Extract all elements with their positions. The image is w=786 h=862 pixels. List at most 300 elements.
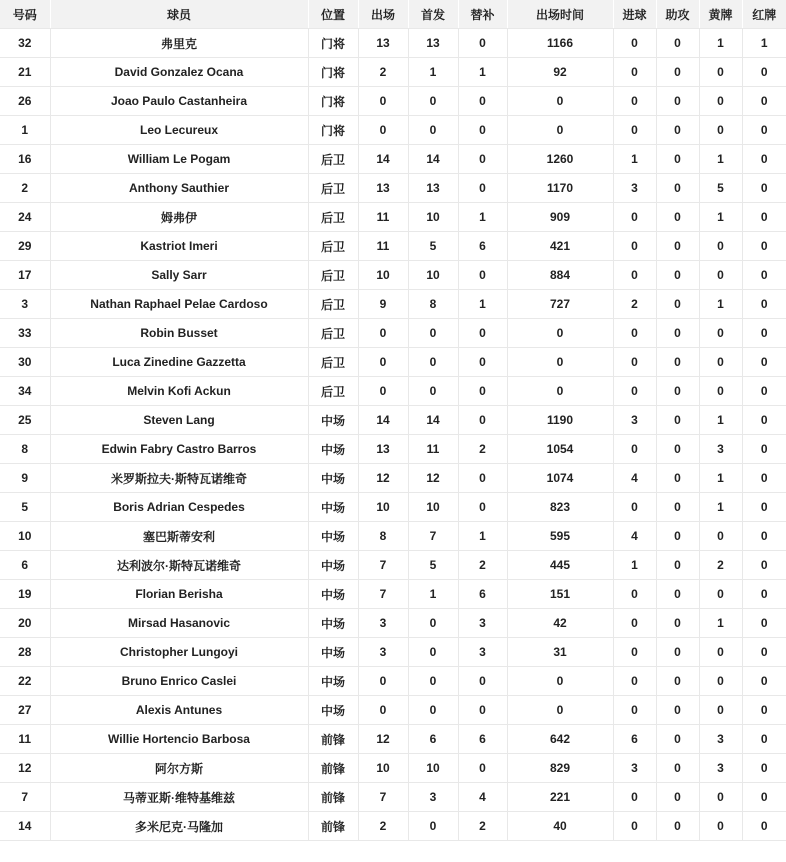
cell-starts: 0 [408,116,458,145]
cell-appearances: 12 [358,464,408,493]
table-row [0,580,786,609]
cell-goals: 0 [613,580,656,609]
cell-appearances: 7 [358,783,408,812]
table-row [0,58,786,87]
column-header-appearances: 出场 [358,0,408,29]
cell-substitute: 4 [458,783,507,812]
cell-position: 前锋 [308,725,358,754]
cell-goals: 0 [613,261,656,290]
cell-number: 1 [0,116,50,145]
cell-goals: 0 [613,87,656,116]
cell-position: 前锋 [308,783,358,812]
cell-player: Kastriot Imeri [50,232,308,261]
cell-player: Florian Berisha [50,580,308,609]
cell-red-cards: 0 [742,377,786,406]
cell-substitute: 1 [458,290,507,319]
cell-number: 29 [0,232,50,261]
column-header-substitute: 替补 [458,0,507,29]
cell-minutes: 829 [507,754,613,783]
cell-starts: 0 [408,667,458,696]
cell-position: 中场 [308,580,358,609]
cell-assists: 0 [656,609,699,638]
cell-assists: 0 [656,667,699,696]
cell-starts: 7 [408,522,458,551]
column-header-minutes: 出场时间 [507,0,613,29]
cell-player: Luca Zinedine Gazzetta [50,348,308,377]
cell-position: 门将 [308,87,358,116]
cell-number: 28 [0,638,50,667]
cell-position: 中场 [308,638,358,667]
cell-red-cards: 0 [742,232,786,261]
cell-position: 门将 [308,29,358,58]
cell-number: 32 [0,29,50,58]
cell-assists: 0 [656,754,699,783]
cell-assists: 0 [656,638,699,667]
table-row [0,812,786,841]
column-header-goals: 进球 [613,0,656,29]
cell-red-cards: 0 [742,696,786,725]
cell-assists: 0 [656,145,699,174]
cell-goals: 0 [613,493,656,522]
cell-player: Joao Paulo Castanheira [50,87,308,116]
cell-goals: 0 [613,435,656,464]
cell-red-cards: 1 [742,29,786,58]
cell-player: Mirsad Hasanovic [50,609,308,638]
table-row [0,116,786,145]
cell-yellow-cards: 1 [699,609,742,638]
cell-yellow-cards: 2 [699,551,742,580]
cell-goals: 0 [613,232,656,261]
cell-number: 16 [0,145,50,174]
table-row [0,609,786,638]
cell-red-cards: 0 [742,754,786,783]
cell-goals: 0 [613,116,656,145]
cell-starts: 10 [408,261,458,290]
cell-appearances: 7 [358,551,408,580]
cell-goals: 0 [613,667,656,696]
cell-minutes: 884 [507,261,613,290]
cell-player: 马蒂亚斯·维特基维兹 [50,783,308,812]
table-row [0,145,786,174]
cell-position: 中场 [308,551,358,580]
cell-player: Steven Lang [50,406,308,435]
cell-goals: 3 [613,174,656,203]
cell-appearances: 8 [358,522,408,551]
cell-yellow-cards: 0 [699,58,742,87]
cell-minutes: 0 [507,87,613,116]
cell-yellow-cards: 0 [699,377,742,406]
table-row [0,29,786,58]
cell-red-cards: 0 [742,319,786,348]
cell-minutes: 221 [507,783,613,812]
cell-red-cards: 0 [742,261,786,290]
cell-starts: 1 [408,580,458,609]
cell-minutes: 727 [507,290,613,319]
cell-minutes: 642 [507,725,613,754]
cell-minutes: 40 [507,812,613,841]
cell-appearances: 0 [358,116,408,145]
cell-appearances: 0 [358,696,408,725]
cell-red-cards: 0 [742,348,786,377]
cell-yellow-cards: 3 [699,725,742,754]
cell-substitute: 0 [458,406,507,435]
cell-minutes: 0 [507,348,613,377]
cell-assists: 0 [656,464,699,493]
cell-position: 后卫 [308,261,358,290]
cell-goals: 3 [613,754,656,783]
table-row [0,638,786,667]
cell-red-cards: 0 [742,812,786,841]
cell-yellow-cards: 0 [699,667,742,696]
cell-yellow-cards: 0 [699,348,742,377]
cell-position: 后卫 [308,174,358,203]
cell-minutes: 0 [507,667,613,696]
cell-yellow-cards: 1 [699,203,742,232]
cell-goals: 0 [613,29,656,58]
cell-yellow-cards: 3 [699,754,742,783]
cell-minutes: 0 [507,377,613,406]
cell-starts: 8 [408,290,458,319]
cell-appearances: 10 [358,754,408,783]
cell-assists: 0 [656,522,699,551]
cell-starts: 5 [408,232,458,261]
cell-starts: 10 [408,493,458,522]
cell-red-cards: 0 [742,522,786,551]
cell-minutes: 909 [507,203,613,232]
cell-substitute: 3 [458,638,507,667]
cell-red-cards: 0 [742,145,786,174]
cell-red-cards: 0 [742,783,786,812]
cell-number: 33 [0,319,50,348]
cell-starts: 5 [408,551,458,580]
cell-goals: 0 [613,609,656,638]
cell-appearances: 9 [358,290,408,319]
cell-appearances: 0 [358,319,408,348]
cell-starts: 1 [408,58,458,87]
cell-goals: 6 [613,725,656,754]
table-row [0,783,786,812]
cell-position: 后卫 [308,290,358,319]
cell-starts: 13 [408,174,458,203]
cell-substitute: 6 [458,725,507,754]
cell-player: 多米尼克·马隆加 [50,812,308,841]
cell-yellow-cards: 0 [699,812,742,841]
cell-appearances: 11 [358,203,408,232]
cell-minutes: 0 [507,116,613,145]
cell-yellow-cards: 0 [699,638,742,667]
cell-goals: 0 [613,377,656,406]
cell-number: 12 [0,754,50,783]
cell-number: 2 [0,174,50,203]
cell-minutes: 0 [507,696,613,725]
cell-appearances: 13 [358,435,408,464]
cell-starts: 0 [408,638,458,667]
cell-minutes: 31 [507,638,613,667]
cell-assists: 0 [656,551,699,580]
cell-starts: 11 [408,435,458,464]
cell-substitute: 0 [458,348,507,377]
cell-player: Christopher Lungoyi [50,638,308,667]
cell-substitute: 0 [458,377,507,406]
cell-number: 26 [0,87,50,116]
cell-position: 后卫 [308,145,358,174]
cell-number: 7 [0,783,50,812]
column-header-player: 球员 [50,0,308,29]
table-row [0,464,786,493]
cell-appearances: 13 [358,174,408,203]
cell-number: 9 [0,464,50,493]
cell-appearances: 11 [358,232,408,261]
cell-number: 8 [0,435,50,464]
cell-number: 3 [0,290,50,319]
cell-starts: 13 [408,29,458,58]
cell-assists: 0 [656,87,699,116]
cell-position: 中场 [308,464,358,493]
cell-red-cards: 0 [742,406,786,435]
cell-appearances: 12 [358,725,408,754]
table-row [0,290,786,319]
cell-player: Leo Lecureux [50,116,308,145]
cell-assists: 0 [656,435,699,464]
column-header-number: 号码 [0,0,50,29]
cell-player: 达利波尔·斯特瓦诺维奇 [50,551,308,580]
cell-position: 中场 [308,522,358,551]
cell-appearances: 14 [358,145,408,174]
cell-number: 14 [0,812,50,841]
cell-minutes: 1170 [507,174,613,203]
table-row [0,348,786,377]
cell-substitute: 0 [458,696,507,725]
cell-starts: 6 [408,725,458,754]
cell-substitute: 0 [458,29,507,58]
cell-red-cards: 0 [742,667,786,696]
cell-substitute: 1 [458,522,507,551]
cell-substitute: 0 [458,754,507,783]
cell-appearances: 0 [358,348,408,377]
cell-red-cards: 0 [742,580,786,609]
column-header-starts: 首发 [408,0,458,29]
table-row [0,406,786,435]
cell-assists: 0 [656,348,699,377]
cell-red-cards: 0 [742,290,786,319]
cell-appearances: 14 [358,406,408,435]
cell-yellow-cards: 1 [699,464,742,493]
cell-number: 21 [0,58,50,87]
cell-appearances: 10 [358,261,408,290]
cell-red-cards: 0 [742,116,786,145]
cell-position: 中场 [308,435,358,464]
cell-number: 10 [0,522,50,551]
cell-yellow-cards: 1 [699,493,742,522]
cell-substitute: 0 [458,493,507,522]
cell-appearances: 0 [358,87,408,116]
cell-starts: 14 [408,145,458,174]
cell-number: 34 [0,377,50,406]
cell-minutes: 92 [507,58,613,87]
column-header-assists: 助攻 [656,0,699,29]
cell-appearances: 0 [358,667,408,696]
cell-yellow-cards: 0 [699,696,742,725]
cell-player: Melvin Kofi Ackun [50,377,308,406]
cell-yellow-cards: 0 [699,116,742,145]
cell-assists: 0 [656,319,699,348]
cell-appearances: 3 [358,609,408,638]
cell-substitute: 0 [458,174,507,203]
cell-position: 前锋 [308,754,358,783]
cell-yellow-cards: 0 [699,580,742,609]
table-row [0,203,786,232]
cell-assists: 0 [656,725,699,754]
cell-assists: 0 [656,232,699,261]
cell-assists: 0 [656,406,699,435]
cell-substitute: 2 [458,435,507,464]
cell-goals: 0 [613,203,656,232]
cell-substitute: 0 [458,319,507,348]
table-row [0,493,786,522]
cell-starts: 0 [408,377,458,406]
cell-player: Willie Hortencio Barbosa [50,725,308,754]
column-header-yellow-cards: 黄牌 [699,0,742,29]
table-row [0,725,786,754]
cell-red-cards: 0 [742,638,786,667]
table-row [0,261,786,290]
table-row [0,551,786,580]
cell-assists: 0 [656,377,699,406]
cell-assists: 0 [656,261,699,290]
cell-yellow-cards: 3 [699,435,742,464]
cell-assists: 0 [656,58,699,87]
cell-number: 25 [0,406,50,435]
cell-number: 6 [0,551,50,580]
table-row [0,667,786,696]
cell-player: Edwin Fabry Castro Barros [50,435,308,464]
cell-player: 米罗斯拉夫·斯特瓦诺维奇 [50,464,308,493]
cell-number: 11 [0,725,50,754]
cell-minutes: 823 [507,493,613,522]
cell-assists: 0 [656,812,699,841]
cell-player: Boris Adrian Cespedes [50,493,308,522]
cell-number: 19 [0,580,50,609]
cell-minutes: 421 [507,232,613,261]
cell-position: 门将 [308,116,358,145]
table-row [0,754,786,783]
cell-assists: 0 [656,290,699,319]
cell-minutes: 151 [507,580,613,609]
cell-red-cards: 0 [742,435,786,464]
header-row [0,0,786,29]
cell-starts: 3 [408,783,458,812]
cell-player: 阿尔方斯 [50,754,308,783]
cell-goals: 0 [613,58,656,87]
cell-number: 17 [0,261,50,290]
cell-assists: 0 [656,493,699,522]
cell-starts: 10 [408,203,458,232]
cell-starts: 0 [408,609,458,638]
cell-goals: 0 [613,783,656,812]
cell-minutes: 1260 [507,145,613,174]
table-body [0,29,786,841]
cell-starts: 0 [408,696,458,725]
cell-appearances: 3 [358,638,408,667]
cell-starts: 0 [408,87,458,116]
cell-minutes: 445 [507,551,613,580]
table-row [0,377,786,406]
cell-red-cards: 0 [742,609,786,638]
cell-player: Nathan Raphael Pelae Cardoso [50,290,308,319]
table-row [0,232,786,261]
cell-yellow-cards: 0 [699,232,742,261]
table-row [0,696,786,725]
cell-yellow-cards: 0 [699,319,742,348]
cell-appearances: 7 [358,580,408,609]
cell-appearances: 2 [358,58,408,87]
cell-player: Alexis Antunes [50,696,308,725]
table-row [0,319,786,348]
cell-assists: 0 [656,783,699,812]
cell-minutes: 595 [507,522,613,551]
cell-goals: 4 [613,522,656,551]
cell-goals: 3 [613,406,656,435]
cell-starts: 0 [408,812,458,841]
cell-substitute: 0 [458,87,507,116]
cell-substitute: 2 [458,812,507,841]
cell-starts: 10 [408,754,458,783]
cell-substitute: 1 [458,58,507,87]
cell-position: 门将 [308,58,358,87]
cell-player: Bruno Enrico Caslei [50,667,308,696]
cell-red-cards: 0 [742,174,786,203]
table-row [0,435,786,464]
cell-goals: 0 [613,348,656,377]
cell-position: 中场 [308,609,358,638]
cell-player: 塞巴斯蒂安利 [50,522,308,551]
cell-position: 中场 [308,493,358,522]
cell-goals: 1 [613,551,656,580]
cell-red-cards: 0 [742,551,786,580]
cell-red-cards: 0 [742,58,786,87]
cell-assists: 0 [656,580,699,609]
cell-appearances: 10 [358,493,408,522]
cell-goals: 0 [613,319,656,348]
cell-substitute: 0 [458,667,507,696]
cell-assists: 0 [656,203,699,232]
cell-position: 中场 [308,696,358,725]
cell-yellow-cards: 0 [699,783,742,812]
cell-red-cards: 0 [742,725,786,754]
cell-starts: 0 [408,319,458,348]
cell-minutes: 42 [507,609,613,638]
cell-player: Robin Busset [50,319,308,348]
cell-position: 前锋 [308,812,358,841]
cell-starts: 0 [408,348,458,377]
table-row [0,174,786,203]
cell-number: 27 [0,696,50,725]
cell-substitute: 0 [458,464,507,493]
cell-assists: 0 [656,116,699,145]
cell-appearances: 13 [358,29,408,58]
cell-position: 后卫 [308,319,358,348]
cell-position: 后卫 [308,377,358,406]
cell-player: 姆弗伊 [50,203,308,232]
cell-yellow-cards: 0 [699,261,742,290]
cell-yellow-cards: 1 [699,145,742,174]
cell-assists: 0 [656,29,699,58]
cell-minutes: 1054 [507,435,613,464]
cell-goals: 4 [613,464,656,493]
cell-player: William Le Pogam [50,145,308,174]
cell-player: David Gonzalez Ocana [50,58,308,87]
cell-position: 后卫 [308,232,358,261]
